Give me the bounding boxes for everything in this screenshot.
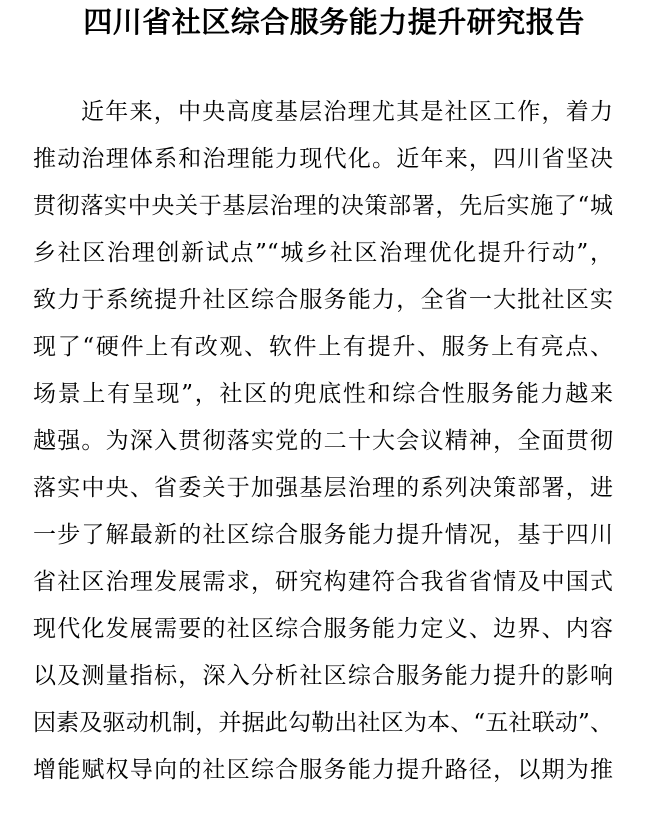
document-title: 四川省社区综合服务能力提升研究报告 bbox=[83, 5, 585, 39]
paragraph-line: 以及测量指标，深入分析社区综合服务能力提升的影响 bbox=[33, 663, 613, 689]
paragraph-line: 乡社区治理创新试点”“城乡社区治理优化提升行动”， bbox=[33, 240, 613, 266]
paragraph-line: 增能赋权导向的社区综合服务能力提升路径，以期为推 bbox=[33, 757, 613, 783]
paragraph-line: 落实中央、省委关于加强基层治理的系列决策部署，进 bbox=[33, 475, 613, 501]
paragraph-line: 致力于系统提升社区综合服务能力，全省一大批社区实 bbox=[33, 287, 613, 313]
paragraph-line: 推动治理体系和治理能力现代化。近年来，四川省坚决 bbox=[33, 146, 613, 172]
paragraph-line: 贯彻落实中央关于基层治理的决策部署，先后实施了“城 bbox=[33, 193, 613, 219]
paragraph-line: 一步了解最新的社区综合服务能力提升情况，基于四川 bbox=[33, 522, 613, 548]
paragraph-line: 场景上有呈现”，社区的兜底性和综合性服务能力越来 bbox=[33, 381, 613, 407]
paragraph-line: 现代化发展需要的社区综合服务能力定义、边界、内容 bbox=[33, 616, 613, 642]
paragraph-line: 近年来，中央高度基层治理尤其是社区工作，着力 bbox=[81, 99, 613, 125]
paragraph-line: 省社区治理发展需求，研究构建符合我省省情及中国式 bbox=[33, 569, 613, 595]
paragraph-line: 越强。为深入贯彻落实党的二十大会议精神，全面贯彻 bbox=[33, 428, 613, 454]
paragraph-line: 现了“硬件上有改观、软件上有提升、服务上有亮点、 bbox=[33, 334, 613, 360]
paragraph-line: 因素及驱动机制，并据此勾勒出社区为本、“五社联动”、 bbox=[33, 710, 613, 736]
